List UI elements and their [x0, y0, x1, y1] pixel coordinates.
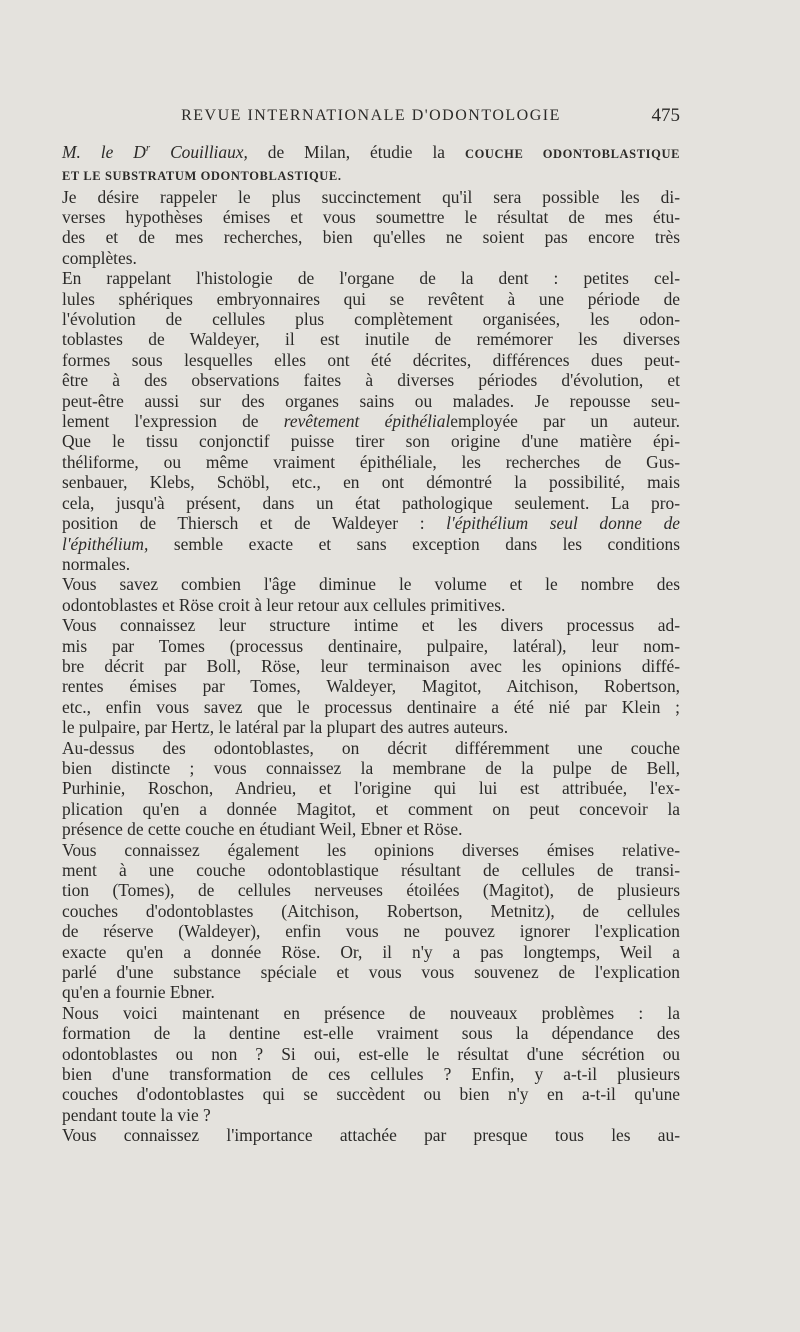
- text-line: [62, 554, 680, 574]
- text-line: [62, 717, 680, 737]
- text-line: [62, 411, 680, 431]
- text-line: [62, 860, 680, 880]
- text-line: [62, 207, 680, 227]
- text-segment: Vous connaissez leur structure intime et les divers processus ad-: [62, 615, 680, 636]
- text-segment: être à des observations faites à diverses périodes d'évolution, et: [62, 370, 680, 391]
- text-line: [62, 942, 680, 962]
- text-segment: COUCHE ODONTOBLASTIQUE: [464, 146, 681, 161]
- text-segment: Vous savez combien l'âge diminue le volume et le nombre des: [62, 574, 680, 595]
- text-line: [62, 350, 680, 370]
- text-line: [62, 615, 680, 635]
- text-line: [62, 309, 680, 329]
- text-segment: ET LE SUBSTRATUM ODONTOBLASTIQUE.: [62, 169, 342, 184]
- text-segment: exacte qu'en a donnée Röse. Or, il n'y a pas longtemps, Weil a: [62, 941, 680, 962]
- text-line: [62, 268, 680, 288]
- text-segment: tion (Tomes), de cellules nerveuses étoilées (Magitot), de plusieurs: [62, 880, 680, 901]
- text-segment: pendant toute la vie ?: [62, 1104, 211, 1125]
- text-segment: rentes émises par Tomes, Waldeyer, Magitot, Aitchison, Robertson,: [62, 676, 680, 697]
- text-line: [62, 187, 680, 207]
- text-segment: mis par Tomes (processus dentinaire, pulpaire, latéral), leur nom-: [62, 635, 680, 656]
- text-segment: verses hypothèses émises et vous soumettre le résultat de mes étu-: [62, 207, 680, 228]
- text-line: [62, 778, 680, 798]
- text-segment: Je désire rappeler le plus succinctement qu'il sera possible les di-: [62, 186, 680, 207]
- text-line: [62, 1064, 680, 1084]
- text-line: [62, 1105, 680, 1125]
- text-segment: des et de mes recherches, bien qu'elles ne soient pas encore très: [62, 227, 680, 248]
- text-line: [62, 982, 680, 1002]
- text-line: [62, 289, 680, 309]
- body-text: [62, 138, 680, 1146]
- text-segment: Couilliaux,: [150, 141, 248, 162]
- text-segment: peut-être aussi sur des organes sains ou malades. Je repousse seu-: [62, 390, 680, 411]
- text-segment: normales.: [62, 553, 131, 574]
- text-line: [62, 1084, 680, 1104]
- text-line: [62, 391, 680, 411]
- text-segment: semble exacte et sans exception dans les conditions: [148, 533, 680, 554]
- text-line: [62, 595, 680, 615]
- text-line: [62, 138, 680, 164]
- text-line: [62, 493, 680, 513]
- text-segment: etc., enfin vous savez que le processus dentinaire a été nié par Klein ;: [62, 696, 680, 717]
- text-segment: Vous connaissez également les opinions diverses émises relative-: [62, 839, 680, 860]
- text-segment: bien distincte ; vous connaissez la membrane de la pulpe de Bell,: [62, 757, 680, 778]
- text-segment: Nous voici maintenant en présence de nouveaux problèmes : la: [62, 1002, 680, 1023]
- text-line: [62, 799, 680, 819]
- page-number: 475: [651, 105, 680, 126]
- text-line: [62, 513, 680, 533]
- text-line: [62, 758, 680, 778]
- text-segment: ment à une couche odontoblastique résultant de cellules de transi-: [62, 860, 680, 881]
- text-line: [62, 676, 680, 696]
- text-segment: position de Thiersch et de Waldeyer :: [62, 513, 447, 534]
- text-segment: bien d'une transformation de ces cellules ? Enfin, y a-t-il plusieurs: [62, 1064, 680, 1085]
- text-segment: de Milan, étudie la: [247, 141, 465, 162]
- text-segment: complètes.: [62, 247, 137, 268]
- text-segment: senbauer, Klebs, Schöbl, etc., en ont démontré la possibilité, mais: [62, 472, 680, 493]
- text-line: [62, 962, 680, 982]
- text-segment: de réserve (Waldeyer), enfin vous ne pouvez ignorer l'explication: [62, 921, 680, 942]
- text-segment: bre décrit par Boll, Röse, leur terminaison avec les opinions diffé-: [62, 655, 680, 676]
- text-segment: qu'en a fournie Ebner.: [62, 982, 215, 1003]
- text-line: [62, 840, 680, 860]
- text-segment: odontoblastes ou non ? Si oui, est-elle le résultat d'une sécrétion ou: [62, 1043, 680, 1064]
- text-segment: l'évolution de cellules plus complètement organisées, les odon-: [62, 309, 680, 330]
- text-segment: lement l'expression de: [62, 411, 284, 432]
- text-line: [62, 248, 680, 268]
- text-line: [62, 431, 680, 451]
- text-line: [62, 472, 680, 492]
- text-segment: l'épithélium seul donne de: [446, 513, 680, 534]
- text-segment: employée par un auteur.: [450, 411, 680, 432]
- text-line: [62, 738, 680, 758]
- text-segment: Vous connaissez l'importance attachée par presque tous les au-: [62, 1125, 680, 1146]
- text-segment: présence de cette couche en étudiant Weil, Ebner et Röse.: [62, 819, 463, 840]
- text-segment: théliforme, ou même vraiment épithéliale, les recherches de Gus-: [62, 451, 680, 472]
- page-header: [62, 103, 680, 129]
- text-segment: odontoblastes et Röse croit à leur retour aux cellules primitives.: [62, 594, 506, 615]
- text-line: [62, 329, 680, 349]
- text-segment: l'épithélium,: [62, 533, 149, 554]
- text-segment: formes sous lesquelles elles ont été décrites, différences dues peut-: [62, 349, 680, 370]
- text-segment: lules sphériques embryonnaires qui se revêtent à une période de: [62, 288, 680, 309]
- text-line: [62, 656, 680, 676]
- text-line: [62, 819, 680, 839]
- text-segment: Purhinie, Roschon, Andrieu, et l'origine qui lui est attribuée, l'ex-: [62, 778, 680, 799]
- text-segment: plication qu'en a donnée Magitot, et comment on peut concevoir la: [62, 798, 680, 819]
- text-segment: cela, jusqu'à présent, dans un état pathologique seulement. La pro-: [62, 492, 680, 513]
- text-segment: r: [145, 142, 151, 154]
- text-line: [62, 1023, 680, 1043]
- text-line: [62, 574, 680, 594]
- text-line: [62, 901, 680, 921]
- text-segment: couches d'odontoblastes (Aitchison, Robertson, Metnitz), de cellules: [62, 900, 680, 921]
- text-line: [62, 227, 680, 247]
- text-line: [62, 370, 680, 390]
- text-segment: Que le tissu conjonctif puisse tirer son origine d'une matière épi-: [62, 431, 680, 452]
- text-segment: revêtement épithélial: [283, 411, 451, 432]
- text-line: [62, 1044, 680, 1064]
- text-line: [62, 921, 680, 941]
- text-line: [62, 534, 680, 554]
- text-line: [62, 697, 680, 717]
- text-segment: couches d'odontoblastes qui se succèdent ou bien n'y en a-t-il qu'une: [62, 1084, 680, 1105]
- text-segment: M. le D: [62, 141, 146, 162]
- running-title: REVUE INTERNATIONALE D'ODONTOLOGIE: [181, 107, 561, 124]
- text-line: [62, 1125, 680, 1145]
- text-segment: Au-dessus des odontoblastes, on décrit différemment une couche: [62, 737, 680, 758]
- text-segment: En rappelant l'histologie de l'organe de la dent : petites cel-: [62, 268, 680, 289]
- text-segment: toblastes de Waldeyer, il est inutile de remémorer les diverses: [62, 329, 680, 350]
- text-line: [62, 164, 680, 186]
- text-line: [62, 1003, 680, 1023]
- text-segment: parlé d'une substance spéciale et vous vous souvenez de l'explication: [62, 962, 680, 983]
- text-segment: formation de la dentine est-elle vraiment sous la dépendance des: [62, 1023, 680, 1044]
- text-segment: le pulpaire, par Hertz, le latéral par la plupart des autres auteurs.: [62, 717, 509, 738]
- text-line: [62, 880, 680, 900]
- text-line: [62, 636, 680, 656]
- text-line: [62, 452, 680, 472]
